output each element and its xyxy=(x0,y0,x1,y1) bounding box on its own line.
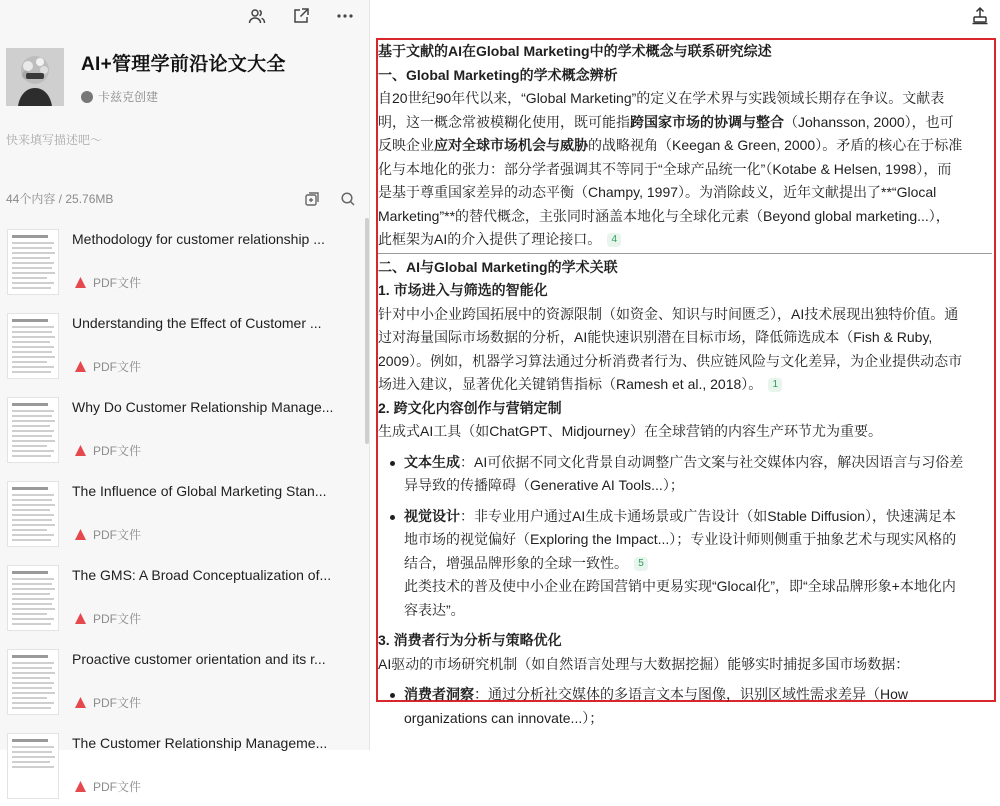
file-type: PDF文件 xyxy=(74,274,141,291)
pdf-icon xyxy=(74,276,87,289)
pdf-icon xyxy=(74,780,87,793)
file-item[interactable] xyxy=(0,302,362,386)
paragraph-line: 容表达”。 xyxy=(404,601,465,618)
paragraph-line: 场进入建议，显著优化关键销售指标（Ramesh et al., 2018）。 1 xyxy=(378,373,994,397)
file-type: PDF文件 xyxy=(74,526,141,543)
pdf-icon xyxy=(74,528,87,541)
paragraph-line: 反映企业应对全球市场机会与威胁的战略视角（Keegan & Green, 2000）。矛盾的核心在于标准 xyxy=(378,137,963,153)
top-toolbar xyxy=(247,6,355,26)
subsection-heading: 3. 消费者行为分析与策略优化 xyxy=(378,632,562,648)
section-heading: 一、Global Marketing的学术概念辨析 xyxy=(378,66,618,83)
citation-badge[interactable]: 4 xyxy=(607,233,621,247)
paragraph-line: 自20世纪90年代以来，“Global Marketing”的定义在学术界与实践领域长期存在争议。文献表 xyxy=(378,90,945,106)
file-type: PDF文件 xyxy=(74,610,141,627)
file-type: PDF文件 xyxy=(74,778,141,795)
file-item[interactable] xyxy=(0,386,362,470)
paragraph-line: 化与本地化的张力：部分学者强调其不等同于“全球产品统一化”（Kotabe & Helsen, 1998），而 xyxy=(378,160,952,177)
subsection-heading: 2. 跨文化内容创作与营销定制 xyxy=(378,399,562,416)
pdf-thumbnail xyxy=(7,733,59,799)
pdf-icon xyxy=(74,612,87,625)
bullet-item: 消费者洞察：通过分析社交媒体的多语言文本与图像，识别区域性需求差异（How xyxy=(378,683,994,707)
file-item[interactable] xyxy=(0,722,362,806)
more-icon[interactable] xyxy=(335,6,355,26)
paragraph-line: 明，这一概念常被模糊化使用，既可能指跨国家市场的协调与整合（Johansson, 2000），也可 xyxy=(378,113,954,130)
description-placeholder[interactable]: 快来填写描述吧～ xyxy=(6,133,103,147)
paragraph-line: 此框架为AI的介入提供了理论接口。 4 xyxy=(378,228,994,252)
pdf-icon xyxy=(74,360,87,373)
paragraph-line: Marketing”**的替代概念，主张同时涵盖本地化与全球化元素（Beyond global marketing...）， xyxy=(378,207,950,224)
file-title: Understanding the Effect of Customer ... xyxy=(72,315,322,331)
bullet-continuation: 异导致的传播障碍（Generative AI Tools...）； xyxy=(404,477,684,493)
add-content-icon[interactable] xyxy=(304,191,320,207)
knowledge-base-avatar xyxy=(6,48,64,106)
knowledge-base-header xyxy=(6,48,286,106)
content-count: 44个内容 / 25.76MB xyxy=(6,192,114,206)
pdf-icon xyxy=(74,696,87,709)
file-type: PDF文件 xyxy=(74,694,141,711)
file-type: PDF文件 xyxy=(74,358,141,375)
members-icon[interactable] xyxy=(247,6,267,26)
citation-badge[interactable]: 5 xyxy=(634,557,648,571)
file-title: Proactive customer orientation and its r... xyxy=(72,651,326,667)
pdf-thumbnail xyxy=(7,229,59,295)
paragraph-line: 2009）。例如，机器学习算法通过分析消费者行为、供应链风险与文化差异，为企业提供动态市 xyxy=(378,352,963,369)
pdf-thumbnail xyxy=(7,397,59,463)
file-title: The Influence of Global Marketing Stan... xyxy=(72,483,327,499)
file-title: The Customer Relationship Manageme... xyxy=(72,735,328,751)
subsection-heading: 1. 市场进入与筛选的智能化 xyxy=(378,282,548,298)
content-meta-bar xyxy=(6,190,356,207)
file-list-scrollbar[interactable] xyxy=(365,218,369,444)
pdf-icon xyxy=(74,444,87,457)
creator-name: 卡兹克创建 xyxy=(98,90,159,104)
file-item[interactable] xyxy=(0,638,362,722)
bullet-continuation: 地市场的视觉偏好（Exploring the Impact...）；专业设计师则侧重于抽象艺术与现实风格的 xyxy=(404,531,957,547)
document-content xyxy=(378,40,994,730)
bullet-continuation: 结合，增强品牌形象的全球一致性。 5 xyxy=(378,552,994,576)
section-heading: 二、AI与Global Marketing的学术关联 xyxy=(378,258,618,275)
share-export-icon[interactable] xyxy=(291,6,311,26)
file-title: The GMS: A Broad Conceptualization of... xyxy=(72,567,332,583)
file-title: Why Do Customer Relationship Manage... xyxy=(72,399,334,415)
paragraph-line: 此类技术的普及使中小企业在跨国营销中更易实现“Glocal化”，即“全球品牌形象+本地化内 xyxy=(404,578,956,594)
paragraph-line: 针对中小企业跨国拓展中的资源限制（如资金、知识与时间匮乏），AI技术展现出独特价值。通 xyxy=(378,305,959,322)
paragraph-line: 生成式AI工具（如ChatGPT、Midjourney）在全球营销的内容生产环节尤为重要。 xyxy=(378,423,883,439)
knowledge-base-panel xyxy=(0,0,370,794)
section-divider xyxy=(378,253,992,254)
paragraph-line: 过对海量国际市场数据的分析，AI能快速识别潜在目标市场，降低筛选成本（Fish & Ruby, xyxy=(378,329,933,345)
doc-title: 基于文献的AI在Global Marketing中的学术概念与联系研究综述 xyxy=(378,43,772,59)
file-list xyxy=(0,218,362,806)
bullet-item: 文本生成：AI可依据不同文化背景自动调整广告文案与社交媒体内容，解决因语言与习俗差 xyxy=(378,451,994,475)
paragraph-line: 是基于尊重国家差异的动态平衡（Champy, 1997）。为消除歧义，近年文献提出了**“Glocal xyxy=(378,184,937,200)
share-icon[interactable] xyxy=(970,6,990,26)
creator-avatar-icon xyxy=(81,91,93,103)
pdf-thumbnail xyxy=(7,649,59,715)
knowledge-base-title: AI+管理学前沿论文大全 xyxy=(81,54,286,75)
pdf-thumbnail xyxy=(7,565,59,631)
citation-badge[interactable]: 1 xyxy=(768,378,782,392)
pdf-thumbnail xyxy=(7,313,59,379)
bullet-item: 视觉设计：非专业用户通过AI生成卡通场景或广告设计（如Stable Diffusion），快速满足本 xyxy=(378,505,994,529)
file-item[interactable] xyxy=(0,554,362,638)
file-title: Methodology for customer relationship ... xyxy=(72,231,325,247)
paragraph-line: AI驱动的市场研究机制（如自然语言处理与大数据挖掘）能够实时捕捉多国市场数据： xyxy=(378,655,910,672)
pdf-thumbnail xyxy=(7,481,59,547)
bullet-continuation: organizations can innovate...）； xyxy=(404,709,604,726)
file-item[interactable] xyxy=(0,218,362,302)
search-icon[interactable] xyxy=(340,191,356,207)
document-panel xyxy=(370,0,1000,750)
file-item[interactable] xyxy=(0,470,362,554)
file-type: PDF文件 xyxy=(74,442,141,459)
creator-info xyxy=(81,88,286,105)
